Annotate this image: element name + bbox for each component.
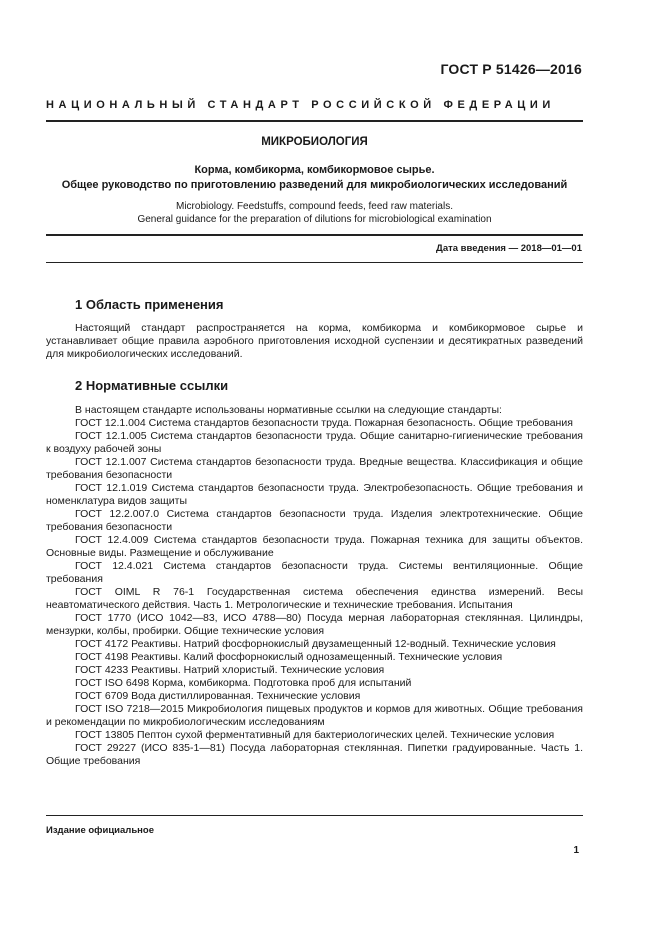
- reference-item: ГОСТ 12.1.019 Система стандартов безопасности труда. Электробезопасность. Общие требования и номенклатура видов защиты: [46, 482, 583, 507]
- paragraph: Настоящий стандарт распространяется на корма, комбикорма и комбикормовое сырье и устанавливает общие правила аэробного приготовления исходной суспензии и десятикратных разведений для микробиологических исследований.: [46, 322, 583, 360]
- reference-item: ГОСТ OIML R 76-1 Государственная система обеспечения единства измерений. Весы неавтоматического действия. Часть 1. Метрологические и технические требования. Испытания: [46, 586, 583, 611]
- english-subtitle: [46, 200, 583, 226]
- reference-item: ГОСТ 4233 Реактивы. Натрий хлористый. Технические условия: [75, 664, 385, 676]
- russian-subtitle-line2: Общее руководство по приготовлению разведений для микробиологических исследований: [61, 179, 568, 191]
- reference-item: ГОСТ 6709 Вода дистиллированная. Технические условия: [75, 690, 361, 702]
- date-divider: [46, 262, 583, 263]
- page-number: 1: [573, 845, 579, 856]
- reference-item: ГОСТ 1770 (ИСО 1042—83, ИСО 4788—80) Посуда мерная лабораторная стеклянная. Цилиндры, мензурки, колбы, пробирки. Общие технические условия: [46, 612, 583, 637]
- document-title: МИКРОБИОЛОГИЯ: [261, 136, 368, 148]
- reference-item: ГОСТ 4198 Реактивы. Калий фосфорнокислый однозамещенный. Технические условия: [75, 651, 503, 663]
- reference-item: ГОСТ 12.1.004 Система стандартов безопасности труда. Пожарная безопасность. Общие требования: [75, 417, 573, 429]
- document-number: ГОСТ Р 51426—2016: [440, 61, 582, 77]
- section-1-body: [46, 322, 583, 361]
- header-divider: [46, 120, 583, 122]
- paragraph: В настоящем стандарте использованы нормативные ссылки на следующие стандарты:: [75, 404, 502, 416]
- english-subtitle-line1: Microbiology. Feedstuffs, compound feeds, feed raw materials.: [176, 201, 453, 212]
- section-1-heading: 1 Область применения: [75, 297, 224, 312]
- reference-item: ГОСТ 12.1.007 Система стандартов безопасности труда. Вредные вещества. Классификация и общие требования безопасности: [46, 456, 583, 481]
- edition-note: Издание официальное: [46, 825, 154, 836]
- introduction-date: Дата введения — 2018—01—01: [436, 243, 582, 254]
- reference-item: ГОСТ 12.2.007.0 Система стандартов безопасности труда. Изделия электротехнические. Общие требования безопасности: [46, 508, 583, 533]
- reference-item: ГОСТ 12.4.009 Система стандартов безопасности труда. Пожарная техника для защиты объектов. Основные виды. Размещение и обслуживание: [46, 534, 583, 559]
- title-divider: [46, 234, 583, 236]
- section-2-heading: 2 Нормативные ссылки: [75, 378, 229, 393]
- national-standard-header: НАЦИОНАЛЬНЫЙ СТАНДАРТ РОССИЙСКОЙ ФЕДЕРАЦИИ: [46, 99, 555, 111]
- reference-item: ГОСТ 12.1.005 Система стандартов безопасности труда. Общие санитарно-гигиенические требования к воздуху рабочей зоны: [46, 430, 583, 455]
- reference-item: ГОСТ ISO 7218—2015 Микробиология пищевых продуктов и кормов для животных. Общие требования и рекомендации по микробиологическим исследованиям: [46, 703, 583, 728]
- footer-divider: [46, 815, 583, 816]
- section-2-body: [46, 404, 583, 768]
- reference-item: ГОСТ 13805 Пептон сухой ферментативный для бактериологических целей. Технические условия: [75, 729, 555, 741]
- russian-subtitle-line1: Корма, комбикорма, комбикормовое сырье.: [194, 164, 435, 176]
- reference-item: ГОСТ 29227 (ИСО 835-1—81) Посуда лабораторная стеклянная. Пипетки градуированные. Часть 1. Общие требования: [46, 742, 583, 767]
- reference-item: ГОСТ 4172 Реактивы. Натрий фосфорнокислый двузамещенный 12-водный. Технические условия: [75, 638, 556, 650]
- russian-subtitle: [46, 163, 583, 193]
- english-subtitle-line2: General guidance for the preparation of dilutions for microbiological examination: [137, 214, 492, 225]
- reference-item: ГОСТ ISO 6498 Корма, комбикорма. Подготовка проб для испытаний: [75, 677, 412, 689]
- reference-item: ГОСТ 12.4.021 Система стандартов безопасности труда. Системы вентиляционные. Общие требования: [46, 560, 583, 585]
